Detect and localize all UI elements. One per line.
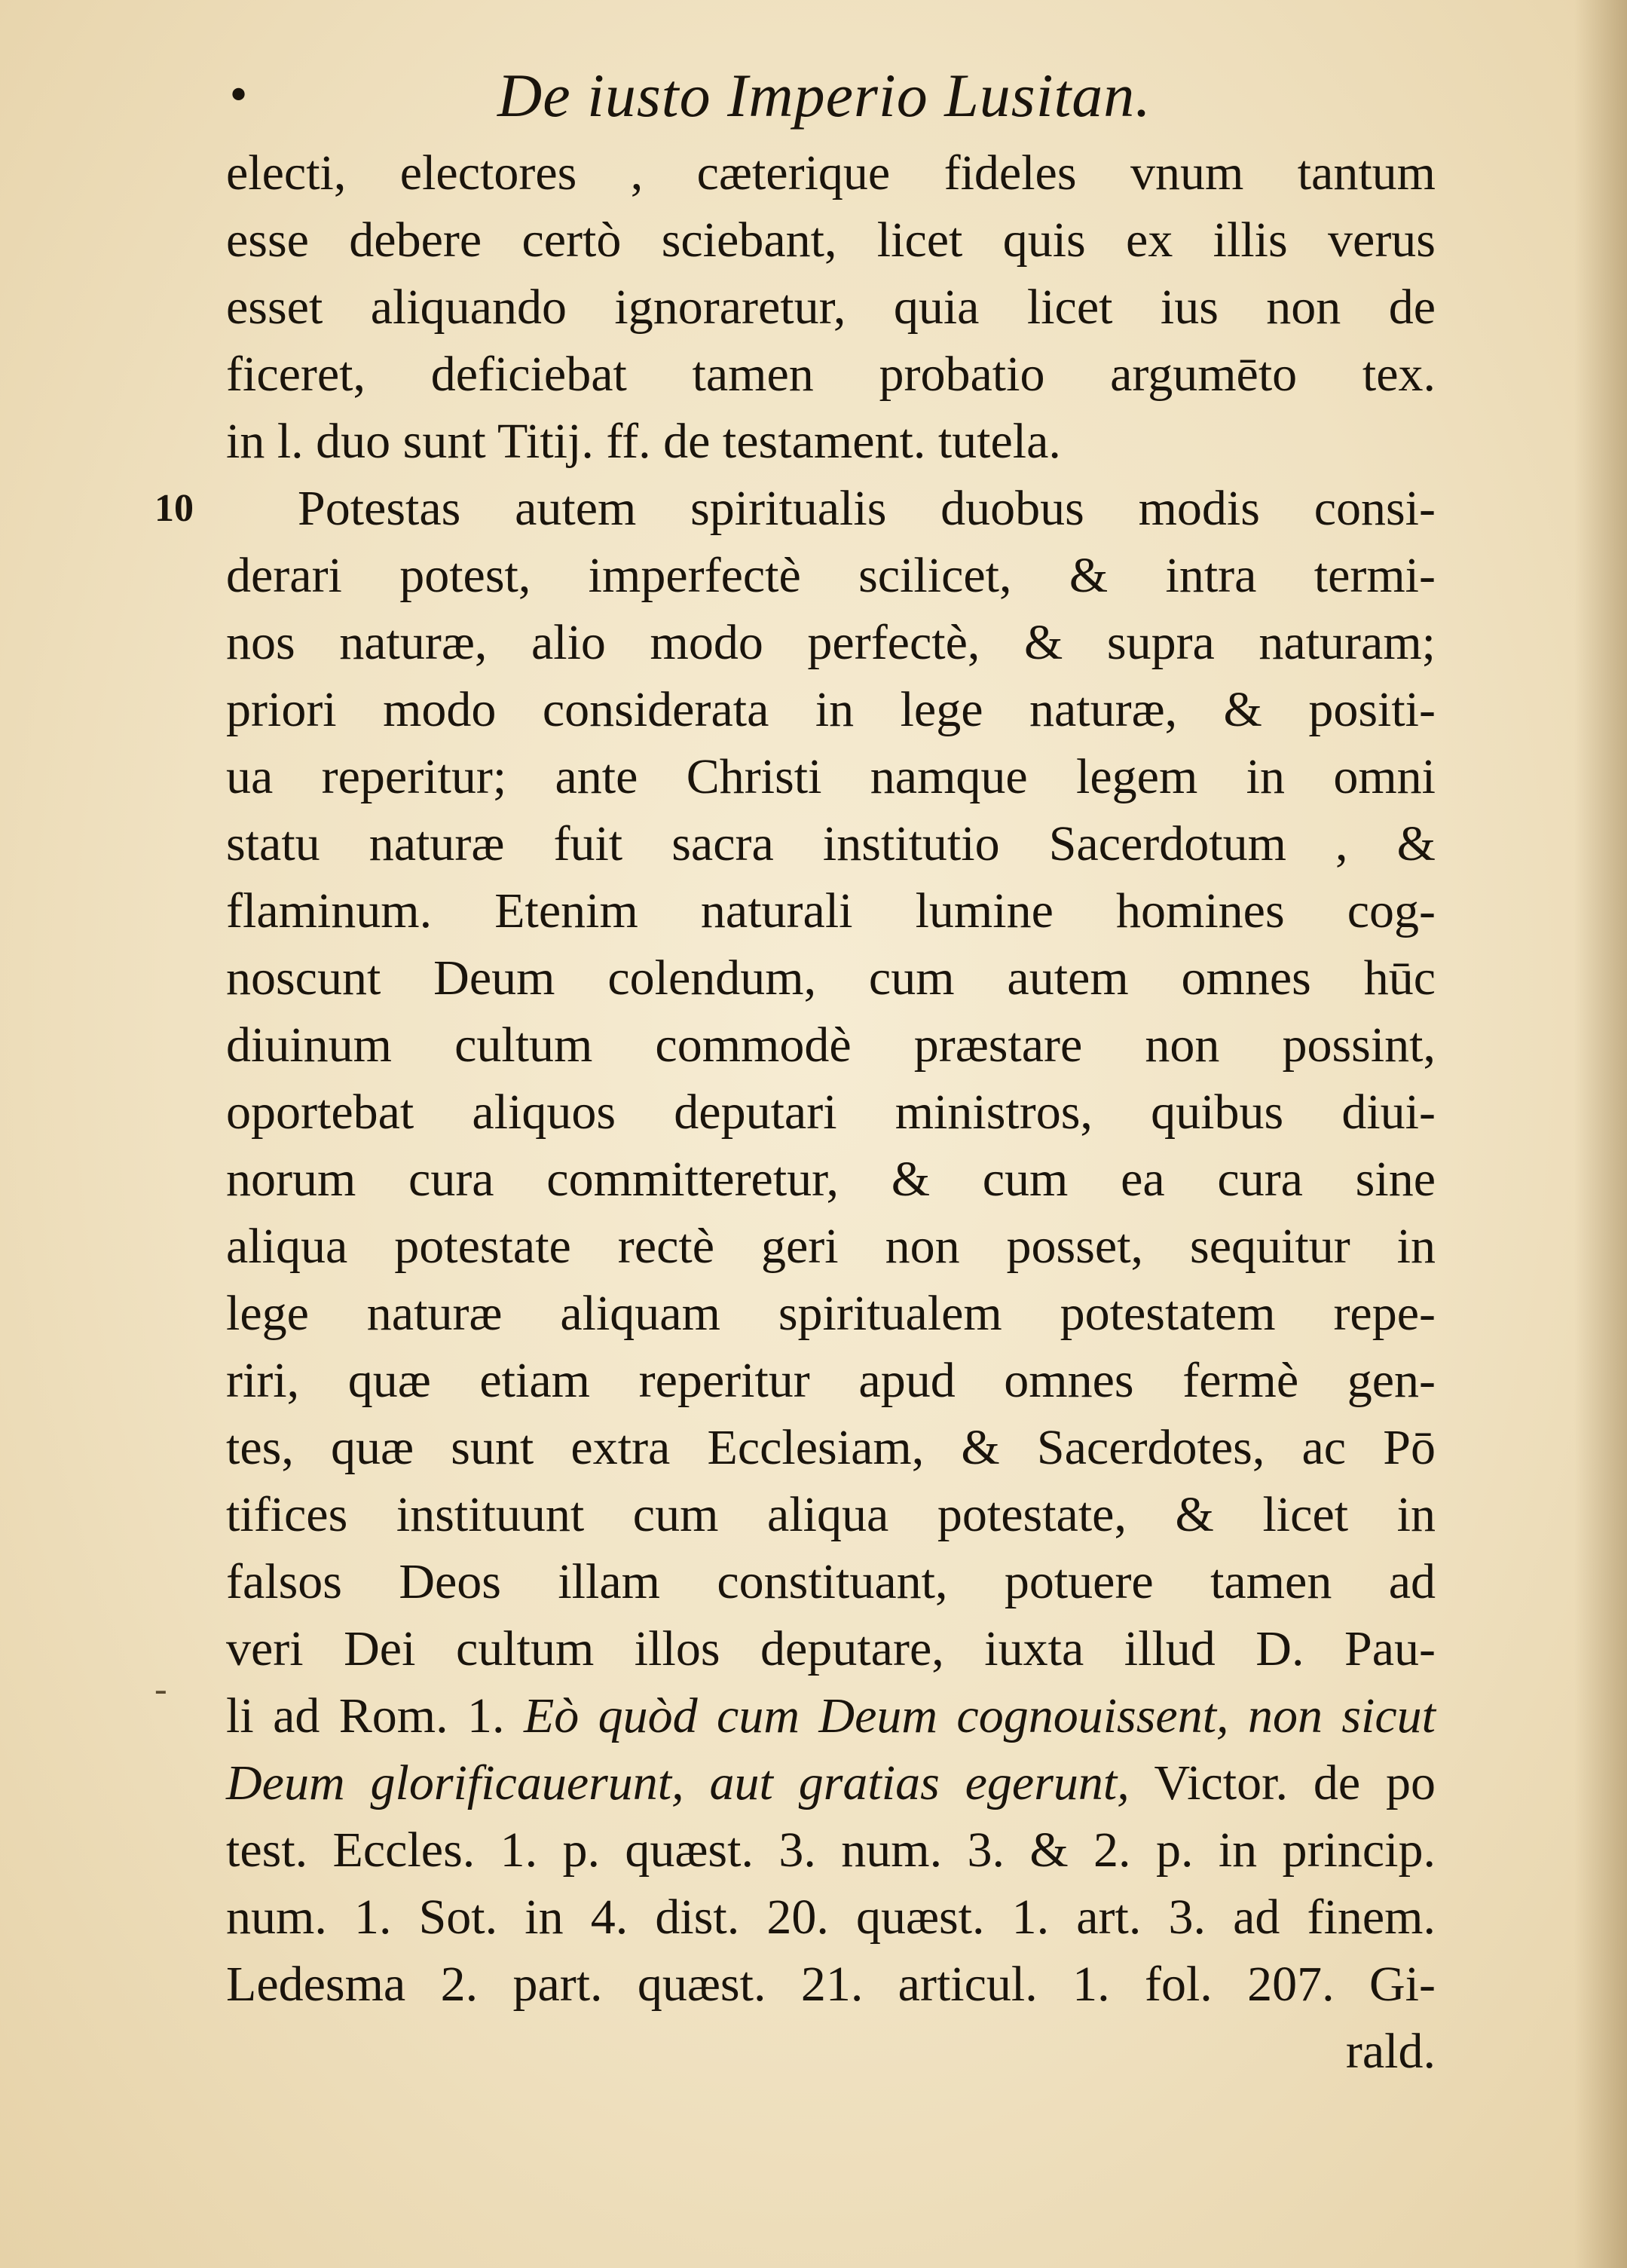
text-line: diuinum cultum commodè præstare non possint, [226,1018,1436,1073]
text-segment: Victor. de po [1154,1755,1436,1810]
text-line: falsos Deos illam constituant, potuere tamen ad [226,1554,1436,1609]
text-line: norum cura committeretur, & cum ea cura sine [226,1152,1436,1207]
page-title: De iusto Imperio Lusitan. [497,61,1151,130]
catchword: rald. [1345,2024,1436,2079]
text-line: esse debere certò sciebant, licet quis ex illis verus [226,213,1436,268]
text-line: riri, quæ etiam reperitur apud omnes fermè gen- [226,1353,1436,1408]
text-segment: li ad Rom. 1. [226,1688,505,1743]
text-line: nos naturæ, alio modo perfectè, & supra naturam; [226,615,1436,670]
text-line: aliqua potestate rectè geri non posset, sequitur in [226,1219,1436,1274]
italic-quotation: Eò quòd cum Deum cognouissent, non sicut [523,1688,1436,1743]
margin-dash: - [154,1667,167,1709]
text-line: noscunt Deum colendum, cum autem omnes hūc [226,950,1436,1005]
text-line: Ledesma 2. part. quæst. 21. articul. 1. fol. 207. Gi- [226,1957,1436,2012]
text-line: veri Dei cultum illos deputare, iuxta illud D. Pau- [226,1621,1436,1676]
text-line: priori modo considerata in lege naturæ, & positi- [226,682,1436,737]
text-line: test. Eccles. 1. p. quæst. 3. num. 3. & 2. p. in princip. [226,1823,1436,1878]
text-line: derari potest, imperfectè scilicet, & intra termi- [226,548,1436,603]
text-line: statu naturæ fuit sacra institutio Sacerdotum , & [226,816,1436,871]
text-line-mixed [226,1682,1436,1749]
text-line: lege naturæ aliquam spiritualem potestatem repe- [226,1286,1436,1341]
text-line: flaminum. Etenim naturali lumine homines cog- [226,883,1436,938]
text-line: in l. duo sunt Titij. ff. de testament. tutela. [226,414,1061,469]
head-marker: • [226,72,252,121]
text-line: ua reperitur; ante Christi namque legem in omni [226,749,1436,804]
text-line: ficeret, deficiebat tamen probatio argumēto tex. [226,347,1436,402]
text-line: tes, quæ sunt extra Ecclesiam, & Sacerdotes, ac Pō [226,1420,1436,1475]
text-line-mixed [226,1749,1436,1817]
text-line: Potestas autem spiritualis duobus modis consi- [298,481,1436,536]
text-line: electi, electores , cæterique fideles vnum tantum [226,145,1436,200]
running-head [226,54,1432,137]
binding-shadow [1574,0,1627,2268]
text-line: num. 1. Sot. in 4. dist. 20. quæst. 1. art. 3. ad finem. [226,1890,1436,1945]
body-text [226,139,1436,2085]
italic-quotation: Deum glorificauerunt, aut gratias egerunt, [226,1755,1130,1810]
text-line: oportebat aliquos deputari ministros, quibus diui- [226,1085,1436,1140]
text-line: esset aliquando ignoraretur, quia licet ius non de [226,280,1436,335]
text-line: tifices instituunt cum aliqua potestate, & licet in [226,1487,1436,1542]
margin-line-number: 10 [154,487,194,530]
